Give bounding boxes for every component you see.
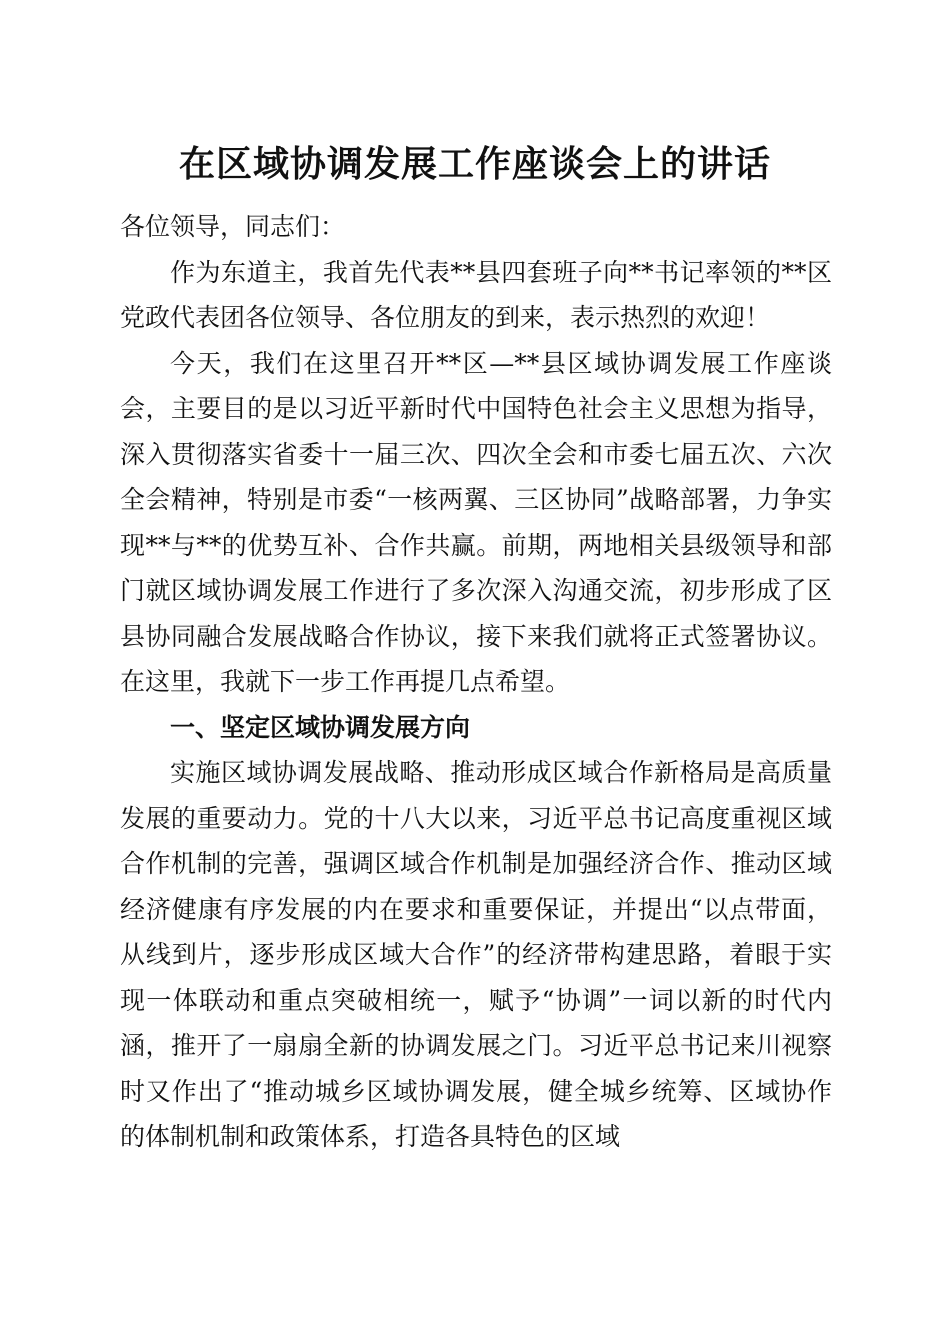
section-paragraph: 实施区域协调发展战略、推动形成区域合作新格局是高质量发展的重要动力。党的十八大以来，习近平总书记高度重视区域合作机制的完善，强调区域合作机制是加强经济合作、推动区域经济健康有序发展的内在要求和重要保证，并提出“以点带面，从线到片，逐步形成区域大合作”的经济带构建思路，着眼于实现一体联动和重点突破相统一，赋予“协调”一词以新的时代内涵，推开了一扇扇全新的协调发展之门。习近平总书记来川视察时又作出了“推动城乡区域协调发展，健全城乡统筹、区域协作的体制机制和政策体系，打造各具特色的区域 xyxy=(120,758,832,1151)
paragraph-welcome: 作为东道主，我首先代表**县四套班子向**书记率领的**区党政代表团各位领导、各位朋友的到来，表示热烈的欢迎！ xyxy=(120,257,832,332)
document-title: 在区域协调发展工作座谈会上的讲话 xyxy=(178,143,771,185)
salutation: 各位领导，同志们： xyxy=(120,212,346,241)
document-body xyxy=(120,204,832,1160)
paragraph-purpose: 今天，我们在这里召开**区—**县区域协调发展工作座谈会，主要目的是以习近平新时代中国特色社会主义思想为指导，深入贯彻落实省委十一届三次、四次全会和市委七届五次、六次全会精神，特别是市委“一核两翼、三区协同”战略部署，力争实现**与**的优势互补、合作共赢。前期，两地相关县级领导和部门就区域协调发展工作进行了多次深入沟通交流，初步形成了区县协同融合发展战略合作协议，接下来我们就将正式签署协议。在这里，我就下一步工作再提几点希望。 xyxy=(120,348,832,696)
section-heading: 一、坚定区域协调发展方向 xyxy=(170,712,471,742)
